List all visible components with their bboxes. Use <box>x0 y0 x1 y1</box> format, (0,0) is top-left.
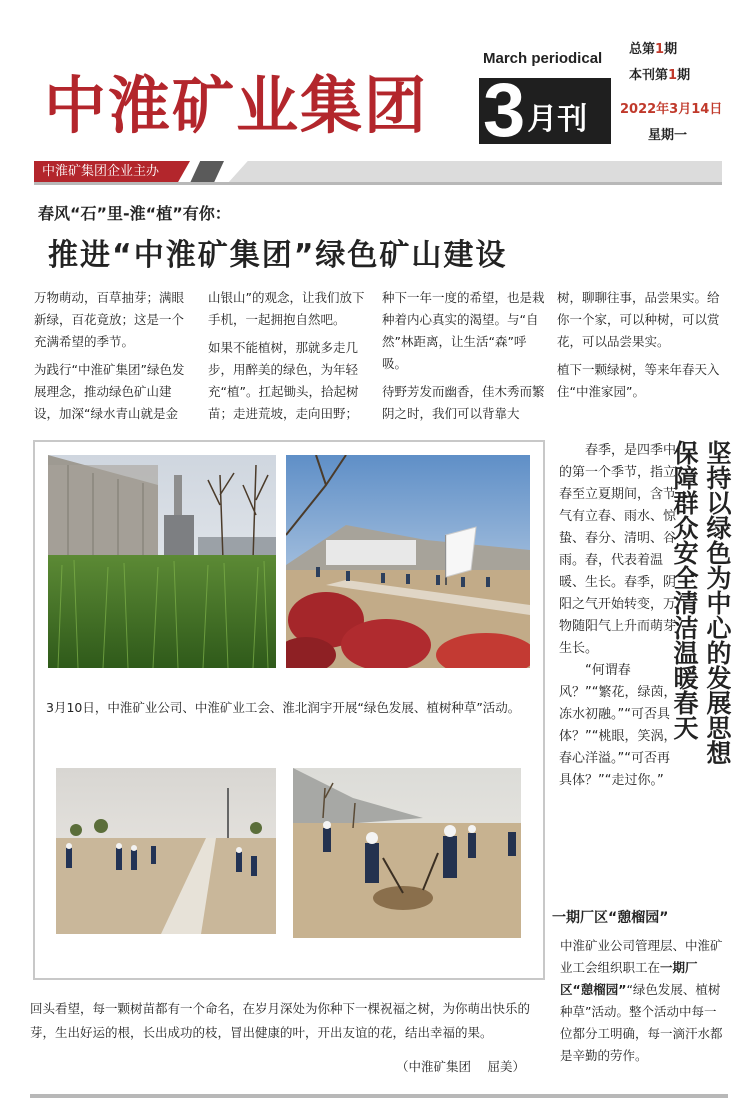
periodical-label: March periodical <box>483 50 603 67</box>
paragraph: 山银山”的观念，让我们放下手机，一起拥抱自然吧。 <box>208 290 365 327</box>
article-headline: 推进“中淮矿集团”绿色矿山建设 <box>48 238 508 273</box>
article-column-1 <box>34 287 194 431</box>
issue-date: 2022年3月14日 <box>620 102 723 117</box>
paragraph: 待野芳发而幽香，佳木秀而繁阴之时，我们可以背靠大 <box>382 384 545 421</box>
issue-label: 月刊 <box>527 102 588 137</box>
paragraph: 树，聊聊往事，品尝果实。给你一个家，可以种树，可以赏花，可以品尝果实。 <box>557 290 720 349</box>
banner-dark-slash <box>190 161 224 183</box>
banner-grey-bar <box>228 161 722 183</box>
photo-factory-grass <box>48 455 276 668</box>
article-column-4 <box>557 287 723 409</box>
total-issue: 总第1期 <box>629 42 678 57</box>
masthead-title: 中淮矿业集团 <box>44 69 429 142</box>
photo-flag-shrubs <box>286 455 530 668</box>
article-column-3 <box>382 287 546 431</box>
issue-weekday: 星期一 <box>648 128 688 143</box>
sidebar-vertical-title-1: 坚持以绿色为中心的发展思想 <box>703 440 732 765</box>
issue-number: 3 <box>483 78 526 144</box>
sidebar-text <box>559 440 677 792</box>
paragraph: 种下一年一度的希望，也是栽种着内心真实的渴望。与“自然”林距离，让生活“森”呼吸。 <box>382 290 545 371</box>
section2-text: 中淮矿业公司管理层、中淮矿业工会组织职工在一期厂区“憩榴园”“绿色发展、植树种草”活动。整个活动中每一位都分工明确，每一滴汗水都是辛勤的劳作。 <box>560 938 723 1063</box>
issue-badge <box>479 78 611 144</box>
closing-paragraph: 回头看望，每一颗树苗都有一个命名，在岁月深处为你种下一棵祝福之树，为你萌出快乐的芽，生出好运的根，长出成功的枝，冒出健康的叶，开出友谊的花，结出幸福的果。 <box>30 1001 531 1040</box>
paragraph: 植下一颗绿树，等来年春天入住“中淮家园”。 <box>557 362 720 399</box>
this-issue: 本刊第1期 <box>629 68 691 83</box>
paragraph: “何谓春风？”“繁花，绿茵，冻水初融。”“可否具体？”“桃眼，笑涡，春心洋溢。”“可否再具体？”“走过你。” <box>559 663 677 788</box>
photo-workers-digging <box>293 768 521 938</box>
photo-planting-path <box>56 768 276 934</box>
footer-divider <box>30 1094 728 1098</box>
banner-label: 中淮矿集团企业主办 <box>42 164 160 179</box>
paragraph: 如果不能植树，那就多走几步，用醉美的绿色，为年轻充“植”。扛起锄头，拾起树苗；走进荒坡，走向田野； <box>208 340 359 421</box>
photo-caption: 3月10日，中淮矿业公司、中淮矿业工会、淮北润宇开展“绿色发展、植树种草”活动。 <box>46 700 521 715</box>
section2-title: 一期厂区“憩榴园” <box>552 910 669 926</box>
article-subheadline: 春风“石”里-淮“植”有你： <box>38 204 231 223</box>
paragraph: 春季，是四季中的第一个季节，指立春至立夏期间，含节气有立春、雨水、惊蛰、春分、清明、谷雨。春，代表着温暖、生长。春季，阴阳之气开始转变，万物随阳气上升而萌芽生长。 <box>559 443 677 656</box>
sidebar-vertical-title-2: 保障群众安全清洁温暖春天 <box>670 440 699 740</box>
paragraph: 万物萌动，百草抽芽；满眼新绿，百花竟放；这是一个充满希望的季节。 <box>34 290 185 349</box>
banner-divider <box>34 182 722 185</box>
article-column-2 <box>208 287 372 431</box>
byline: （中淮矿集团 屈美） <box>396 1059 525 1074</box>
paragraph: 为践行“中淮矿集团”绿色发展理念，推动绿色矿山建设，加深“绿水青山就是金 <box>34 362 185 421</box>
